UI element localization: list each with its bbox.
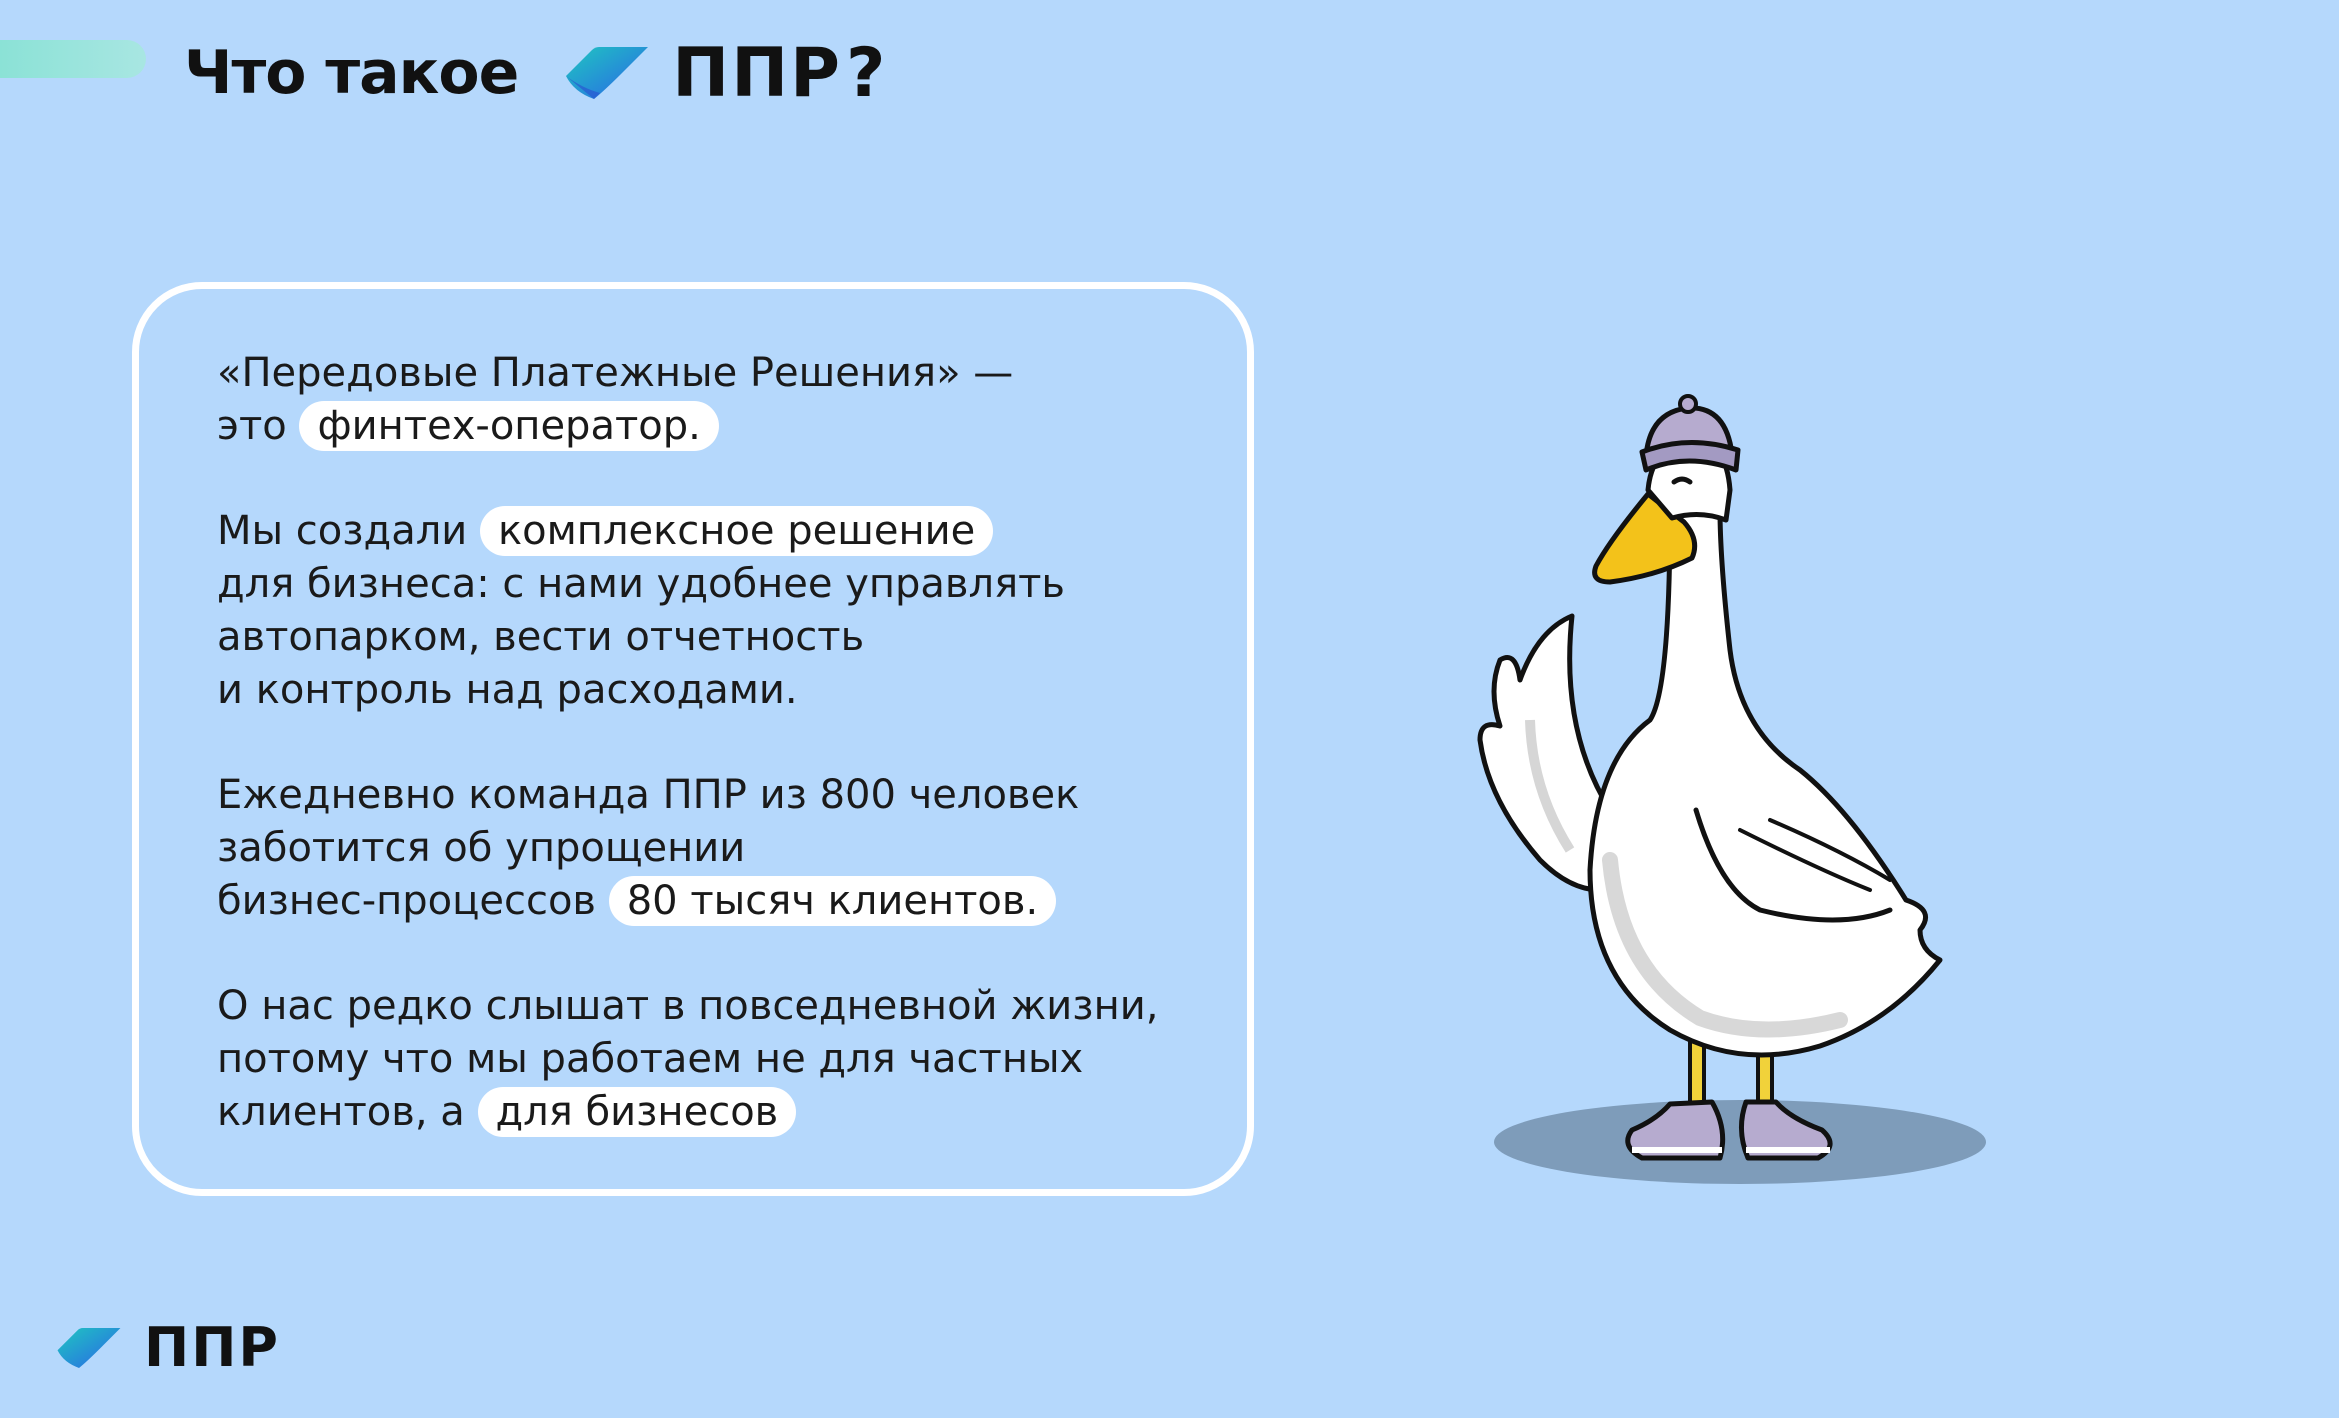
text-line <box>217 1086 1257 1139</box>
text-line: заботится об упрощении <box>217 825 746 871</box>
page-header <box>184 28 885 118</box>
goose-shadow <box>1494 1100 1986 1184</box>
goose-eye <box>1674 479 1690 482</box>
text-line: потому что мы работаем не для частных <box>217 1036 1084 1082</box>
info-card <box>132 282 1254 1196</box>
text-fragment: это <box>217 403 300 449</box>
highlight-for-business: для бизнесов <box>478 1087 797 1137</box>
page-title: Что такое <box>184 38 519 108</box>
text-fragment: клиентов, а <box>217 1089 478 1135</box>
highlight-fintech: финтех-оператор. <box>299 401 718 451</box>
paragraph-solution <box>217 505 1257 717</box>
card-text <box>217 347 1257 1139</box>
text-fragment: Мы создали <box>217 508 480 554</box>
header-accent-bar <box>0 40 146 78</box>
goose-illustration <box>1420 390 2020 1200</box>
text-line: автопарком, вести отчетность <box>217 614 865 660</box>
text-line <box>217 875 1257 928</box>
text-line: для бизнеса: с нами удобнее управлять <box>217 561 1066 607</box>
paragraph-business <box>217 980 1257 1139</box>
header-brand: ППР <box>672 33 842 113</box>
text-line <box>217 505 1257 558</box>
text-line: и контроль над расходами. <box>217 667 798 713</box>
paragraph-team <box>217 769 1257 928</box>
highlight-complex-solution: комплексное решение <box>480 506 993 556</box>
ppr-logo-icon <box>564 46 650 100</box>
paragraph-intro <box>217 347 1257 453</box>
text-line: О нас редко слышат в повседневной жизни, <box>217 983 1159 1029</box>
text-line: «Передовые Платежные Решения» — <box>217 350 1014 396</box>
ppr-logo-icon <box>56 1327 122 1369</box>
text-line <box>217 400 1257 453</box>
text-fragment: бизнес-процессов <box>217 878 609 924</box>
text-line: Ежедневно команда ППР из 800 человек <box>217 772 1080 818</box>
highlight-clients: 80 тысяч клиентов. <box>609 876 1056 926</box>
footer-logo <box>56 1316 280 1379</box>
footer-brand: ППР <box>144 1316 280 1379</box>
header-question-mark: ? <box>845 33 886 113</box>
